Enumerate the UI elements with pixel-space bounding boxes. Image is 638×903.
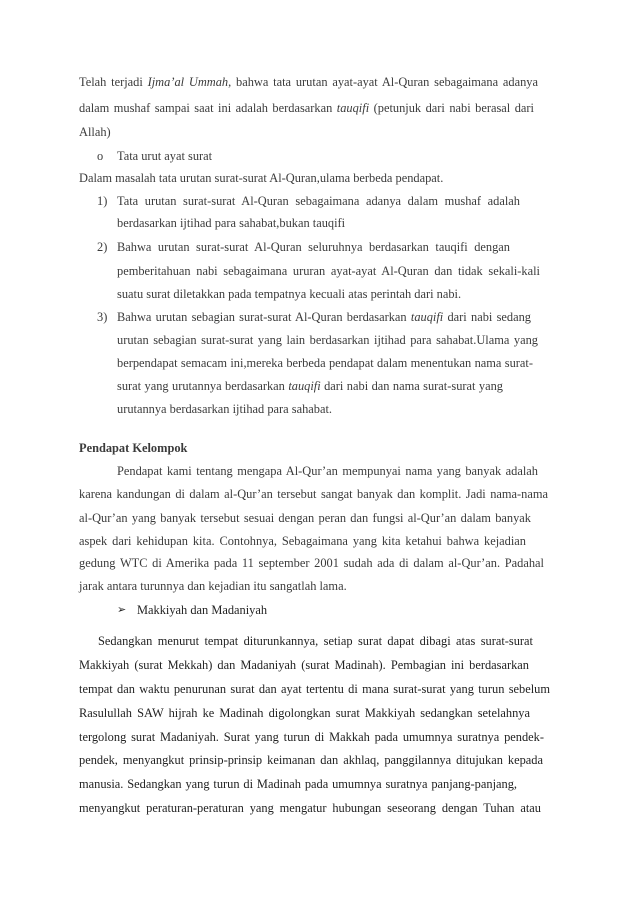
list-line: pemberitahuan nabi sebagaimana ururan ayat-ayat Al-Quran dan tidak sekali-kali [117,264,540,278]
list-number: 1) [97,194,108,208]
paragraph-line: pendek, menyangkut prinsip-prinsip keimanan dan akhlaq, panggilannya ditujukan kepada [79,753,543,767]
paragraph-line: karena kandungan di dalam al-Qur’an tersebut sangat banyak dan komplit. Jadi nama-nama [79,487,548,501]
list-line: surat yang urutannya berdasarkan tauqifi dari nabi dan nama surat-surat yang [117,379,503,393]
section-heading: Pendapat Kelompok [79,441,188,455]
italic-term: tauqifi [336,101,370,115]
paragraph-line: Makkiyah (surat Mekkah) dan Madaniyah (surat Madinah). Pembagian ini berdasarkan [79,658,529,672]
paragraph-line: Allah) [79,125,111,139]
arrow-bullet-icon: ➢ [117,603,127,616]
list-line: Bahwa urutan surat-surat Al-Quran seluruhnya berdasarkan tauqifi dengan [117,240,510,254]
paragraph-line: manusia. Sedangkan yang turun di Madinah pada umumnya suratnya panjang-panjang, [79,777,517,791]
paragraph-line: aspek dari kehidupan kita. Contohnya, Sebagaimana yang kita ketahui bahwa kejadian [79,534,526,548]
italic-term: tauqifi [410,310,444,324]
list-line: berdasarkan ijtihad para sahabat,bukan tauqifi [117,216,346,230]
paragraph-line: Dalam masalah tata urutan surat-surat Al-Quran,ulama berbeda pendapat. [79,171,444,185]
list-line: urutan sebagian surat-surat yang lain berdasarkan ijtihad para sahabat.Ulama yang [117,333,538,347]
paragraph-line: tergolong surat Madaniyah. Surat yang turun di Makkah pada umumnya suratnya pendek- [79,730,544,744]
paragraph-line: Sedangkan menurut tempat diturunkannya, setiap surat dapat dibagi atas surat-surat [98,634,533,648]
paragraph-line: menyangkut peraturan-peraturan yang mengatur hubungan seseorang dengan Tuhan atau [79,801,541,815]
bullet-text: Makkiyah dan Madaniyah [137,603,268,617]
paragraph-line: jarak antara turunnya dan kejadian itu sangatlah lama. [79,579,347,593]
list-line: suatu surat diletakkan pada tempatnya kecuali atas perintah dari nabi. [117,287,462,301]
bullet-marker: o [97,149,104,163]
paragraph-line: Telah terjadi Ijma’al Ummah, bahwa tata urutan ayat-ayat Al-Quran sebagaimana adanya [79,75,538,89]
paragraph-line: tempat dan waktu penurunan surat dan ayat tertentu di mana surat-surat yang turun sebelum [79,682,550,696]
list-number: 2) [97,240,108,254]
list-line: urutannya berdasarkan ijtihad para sahabat. [117,402,333,416]
italic-term: Ijma’al Ummah [147,75,229,89]
list-line: Bahwa urutan sebagian surat-surat Al-Quran berdasarkan tauqifi dari nabi sedang [117,310,531,324]
paragraph-line: Rasulullah SAW hijrah ke Madinah digolongkan surat Makkiyah sedangkan setelahnya [79,706,530,720]
list-line: berpendapat semacam ini,mereka berbeda pendapat dalam menentukan nama surat- [117,356,533,370]
bullet-text: Tata urut ayat surat [117,149,213,163]
paragraph-line: Pendapat kami tentang mengapa Al-Qur’an mempunyai nama yang banyak adalah [117,464,538,478]
paragraph-line: dalam mushaf sampai saat ini adalah berdasarkan tauqifi (petunjuk dari nabi berasal dari [79,101,535,115]
list-number: 3) [97,310,108,324]
italic-term: tauqifi [288,379,321,393]
paragraph-line: al-Qur’an yang banyak tersebut sesuai dengan peran dan fungsi al-Qur’an dalam banyak [79,511,531,525]
paragraph-line: gedung WTC di Amerika pada 11 september 2001 sudah ada di dalam al-Qur’an. Padahal [79,556,544,570]
list-line: Tata urutan surat-surat Al-Quran sebagaimana adanya dalam mushaf adalah [117,194,520,208]
